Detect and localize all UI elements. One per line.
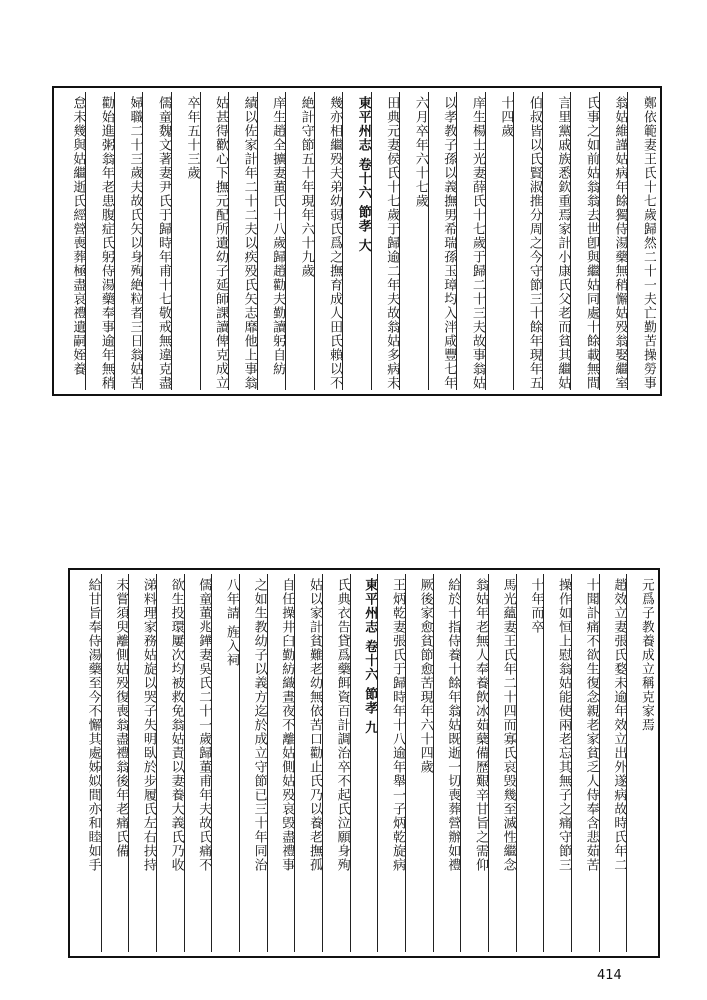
running-title: 東平州志 卷十六 節孝 九: [350, 574, 378, 952]
text-column: 趙效立妻張氏婺未逾年效立出外遂病故時氏年二: [599, 574, 627, 952]
page-number: 414: [597, 968, 622, 983]
text-column: 八年請 旌入祠: [211, 574, 239, 952]
text-column: 言里黨戚族悉欽重焉家計小康氏父老而貧其繼姑: [542, 92, 571, 390]
text-column: 自任操井臼勤紡織晝夜不離姑側姑殁哀毁盡禮事: [267, 574, 295, 952]
text-column: 儒童董兆鏵妻吳氏二十一歲歸董甫年夫故氏痛不: [184, 574, 212, 952]
text-column: 馬光蘊妻王氏年二十四而寡氏哀毁幾至滅性繼念: [488, 574, 516, 952]
text-column: 田典元妻侯氏十七歲于歸逾二年夫故翁姑多病未: [371, 92, 400, 390]
text-column: 十四歲: [485, 92, 514, 390]
text-column: 翁姑維謹姑病年餘獨侍湯藥無稍懈姑殁翁娶繼室: [599, 92, 628, 390]
text-block-bottom: [68, 568, 660, 958]
text-column: 厥後家愈貧節愈苦現年六十四歲: [405, 574, 433, 952]
text-column: 翁姑年老無人奉養飲冰茹蘖備歷艱辛甘旨之需仰: [460, 574, 488, 952]
text-column: 績以佐家計年二十二夫以疾殁氏矢志靡他上事翁: [228, 92, 257, 390]
text-column: 姑甚得歡心下撫元配所遺幼子延師課讀俾克成立: [200, 92, 229, 390]
text-column: 給甘旨奉侍湯藥至今不懈其處姊姒間亦和睦如手: [85, 578, 101, 872]
text-column: 六月卒年六十七歲: [399, 92, 428, 390]
text-column: 儒童魏文著妻尹氏于歸時年甫十七敬戒無違克盡: [142, 92, 171, 390]
text-column: 涕料理家務姑旋以哭子失明臥於步履氏左右扶持: [128, 574, 156, 952]
text-column: 怠未幾與姑繼逝氏經營喪葬極盡哀禮遺嗣姪養: [70, 96, 86, 376]
text-column: 卒年五十三歲: [171, 92, 200, 390]
text-column: 幾亦相繼殁夫弟幼弱氏爲之撫育成人田氏賴以不: [314, 92, 343, 390]
text-column: 婦職二十三歲夫故氏矢以身殉絶粒者三日翁姑苦: [114, 92, 143, 390]
text-column: 鄭依範妻王氏十七歲歸然二十一夫亡勤苦操勞事: [627, 92, 656, 390]
text-column: 氏典衣告貸爲藥餌資百計調治卒不起氏泣願身殉: [322, 574, 350, 952]
running-title: 東平州志 卷十六 節孝 大: [342, 92, 371, 390]
text-column: 元爲子教養成立稱克家焉: [626, 574, 654, 952]
text-column: 絶計守節五十年現年六十九歲: [285, 92, 314, 390]
text-column: 庠生楊士光妻薛氏十七歲于歸二十三夫故事翁姑: [456, 92, 485, 390]
text-column: 伯叔皆以氏賢淑推分周之今守節三十餘年現年五: [513, 92, 542, 390]
text-column: 給於十指侍養十餘年翁姑既逝一切喪葬營辦如禮: [433, 574, 461, 952]
text-column: 勸始進粥翁年老患腹症氏躬侍湯藥奉事逾年無稍: [85, 92, 114, 390]
text-column: 欲生投環屢次均被救免翁姑責以妻養大義氏乃收: [156, 574, 184, 952]
column-group-top: [58, 92, 656, 390]
text-column: 十聞訃痛不欲生復念親老家貧乏人侍奉含悲茹苦: [571, 574, 599, 952]
text-column: 十年而卒: [516, 574, 544, 952]
text-column: 之如生教幼子以義方迄於成立守節已三十年同治: [239, 574, 267, 952]
text-column: 庠生趙全擴妻董氏十八歲歸趙勸夫勤讀躬自紡: [257, 92, 286, 390]
column-group-bottom: [74, 574, 654, 952]
text-column: 未嘗須臾離側姑殁復喪翁盡禮翁後年老痛氏備: [101, 574, 129, 952]
text-column: 氏事之如前姑翁翁去世卽與繼姑同處十餘載無間: [570, 92, 599, 390]
text-column: 操作如恒上慰翁姑能使兩老忘其無子之痛守節三: [543, 574, 571, 952]
text-column: 姑以家計貧難老幼無依苦口勸止氏乃以養老撫孤: [294, 574, 322, 952]
text-column: 王炳乾妻張氏于歸時年十八逾年舉一子炳乾旋病: [377, 574, 405, 952]
text-block-top: [52, 86, 662, 396]
text-column: 以孝教子孫以義撫男希瑞孫玉璋均入泮咸豐七年: [428, 92, 457, 390]
